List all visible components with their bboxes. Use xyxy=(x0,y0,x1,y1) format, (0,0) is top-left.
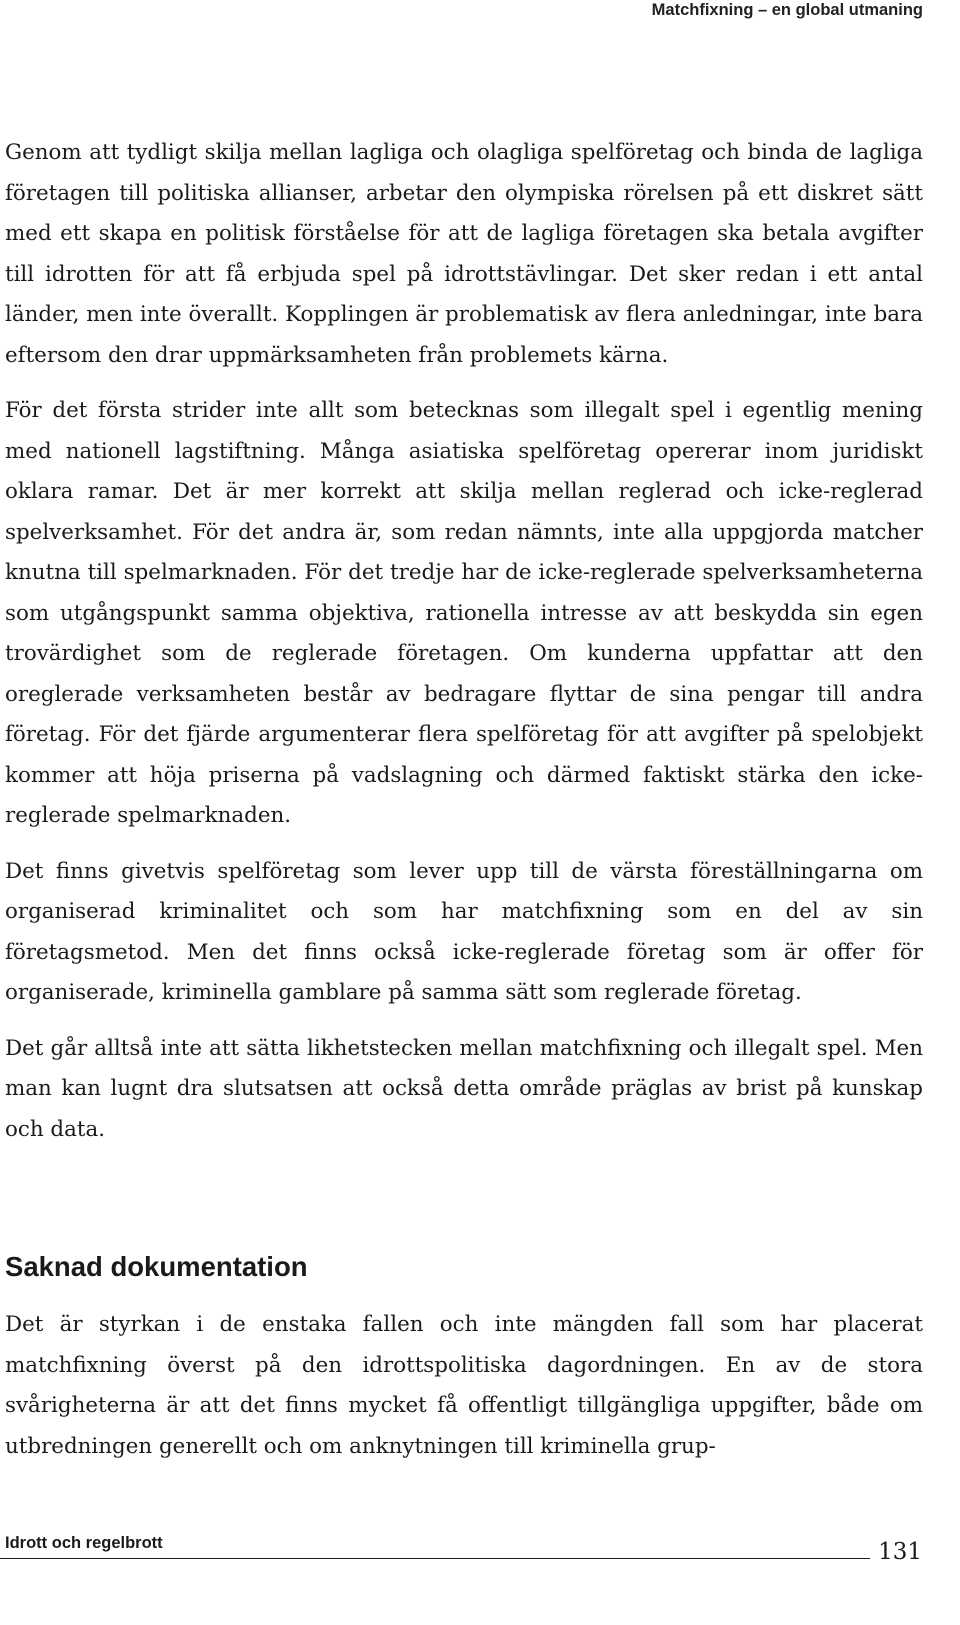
paragraph: Det går alltså inte att sätta likhetstecken mellan matchfixning och illegalt spel. Men man kan lugnt dra slutsatsen att också detta område präglas av brist på kunskap och data. xyxy=(5,1035,923,1142)
paragraph: För det första strider inte allt som betecknas som illegalt spel i egentlig mening med nationell lagstiftning. Många asiatiska spelföretag opererar inom juridiskt oklara ramar. Det är mer korrekt att skilja mellan reglerad och icke-reglerad spelverksamhet. För det andra är, som redan nämnts, inte alla uppgjorda matcher knutna till spelmarknaden. För det tredje har de icke-reglerade spelverksamheterna som utgångspunkt samma objektiva, rationella intresse av att beskydda sin egen trovärdighet som de reglerade företagen. Om kunderna uppfattar att den oreglerade verksamheten består av bedragare flyttar de sina pengar till andra företag. För det fjärde argumenterar flera spelföretag för att avgifter på spelobjekt kommer att höja priserna på vadslagning och därmed faktiskt stärka den icke-reglerade spelmarknaden. xyxy=(5,398,923,828)
footer-book-title: Idrott och regelbrott xyxy=(5,1534,163,1552)
footer-rule xyxy=(0,1558,870,1559)
body-text-block xyxy=(5,133,923,1165)
paragraph: Genom att tydligt skilja mellan lagliga och olagliga spelföretag och binda de lagliga företagen till politiska allianser, arbetar den olympiska rörelsen på ett diskret sätt med ett skapa en politisk förståelse för att de lagliga företagen ska betala avgifter till idrotten för att få erbjuda spel på idrottstävlingar. Det sker redan i ett antal länder, men inte överallt. Kopplingen är problematisk av flera anledningar, inte bara eftersom den drar uppmärksamheten från problemets kärna. xyxy=(5,140,923,368)
paragraph: Det finns givetvis spelföretag som lever upp till de värsta föreställningarna om organiserad kriminalitet och som har matchfixning som en del av sin företagsmetod. Men det finns också icke-reglerade företag som är offer för organiserade, kriminella gamblare på samma sätt som reglerade företag. xyxy=(5,858,923,1005)
page-number: 131 xyxy=(878,1539,922,1565)
body-text-block xyxy=(5,1305,923,1482)
paragraph: Det är styrkan i de enstaka fallen och inte mängden fall som har placerat matchfixning överst på den idrottspolitiska dagordningen. En av de stora svårigheterna är att det finns mycket få offentligt tillgängliga uppgifter, både om utbredningen generellt och om anknytningen till kriminella grup- xyxy=(5,1312,923,1459)
running-head: Matchfixning – en global utmaning xyxy=(651,1,923,19)
section-heading: Saknad dokumentation xyxy=(5,1251,308,1282)
